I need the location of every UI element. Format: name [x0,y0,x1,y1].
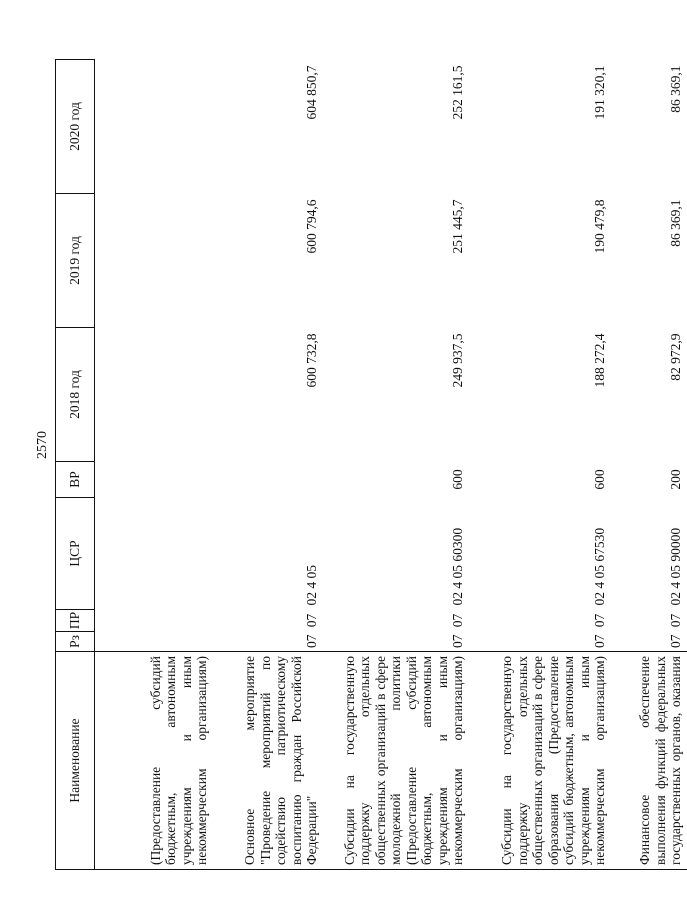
row-2018: 600 732,8 [304,333,319,388]
row-pr [95,610,213,632]
row-2019: 86 369,1 [668,199,683,247]
row-2019: 251 445,7 [450,199,465,254]
row-rz: 07 [304,634,319,648]
row-vr: 600 [450,469,465,490]
row-csr [95,498,213,610]
table-row [469,60,611,870]
header-rz: Рз [56,632,95,652]
row-2020: 86 369,1 [668,65,683,113]
row-2019 [95,194,213,328]
row-2020: 604 850,7 [304,65,319,120]
table-row [611,60,687,870]
row-rz: 07 [592,634,607,648]
row-pr: 07 [668,613,683,628]
page-number-text: 2570 [35,431,50,459]
page-number [28,431,58,459]
header-name: Наименование [56,652,95,870]
row-2018: 82 972,9 [668,333,683,381]
row-pr: 07 [592,613,607,628]
row-csr: 02 4 05 67530 [592,527,607,606]
row-2019: 190 479,8 [592,199,607,254]
row-rz: 07 [668,634,683,648]
row-name: Субсидии на государственную поддержку отдельных общественных организаций в сфере образования (Предоставление субсидий бюджетным, автономным учреждениям и иным некоммерческим организациям) [469,652,611,870]
row-2020 [95,60,213,194]
row-name: (Предоставление субсидий бюджетным, автономным учреждениям и иным некоммерческим организациям) [95,652,213,870]
row-2018 [95,328,213,462]
table-row [95,60,213,870]
row-name: Субсидии на государственную поддержку отдельных общественных организаций в сфере молодежной политики (Предоставление субсидий бюджетным, автономным учреждениям и иным некоммерческим организациям) [323,652,469,870]
row-vr [213,462,323,498]
row-2020: 191 320,1 [592,65,607,120]
header-pr: ПР [56,610,95,632]
row-2020: 252 161,5 [450,65,465,120]
header-2018: 2018 год [56,328,95,462]
table-header-row [56,60,95,870]
budget-table [55,59,687,870]
row-2018: 188 272,4 [592,333,607,388]
row-csr: 02 4 05 60300 [450,527,465,606]
row-vr: 600 [592,469,607,490]
row-vr [95,462,213,498]
row-csr: 02 4 05 [304,565,319,606]
row-name: Финансовое обеспечение выполнения функций федеральных государственных органов, оказания [611,652,687,870]
table-row [323,60,469,870]
row-pr: 07 [450,613,465,628]
row-2019: 600 794,6 [304,199,319,254]
row-rz: 07 [450,634,465,648]
row-name: Основное мероприятие "Проведение мероприятий по содействию патриотическому воспитанию граждан Российской Федерации" [213,652,323,870]
header-2020: 2020 год [56,60,95,194]
row-csr: 02 4 05 90000 [668,527,683,606]
table-row [213,60,323,870]
row-vr: 200 [668,469,683,490]
row-rz [95,632,213,652]
rotated-page-content [55,60,683,870]
header-vr: ВР [56,462,95,498]
header-2019: 2019 год [56,194,95,328]
header-csr: ЦСР [56,498,95,610]
row-pr: 07 [304,613,319,628]
row-2018: 249 937,5 [450,333,465,388]
